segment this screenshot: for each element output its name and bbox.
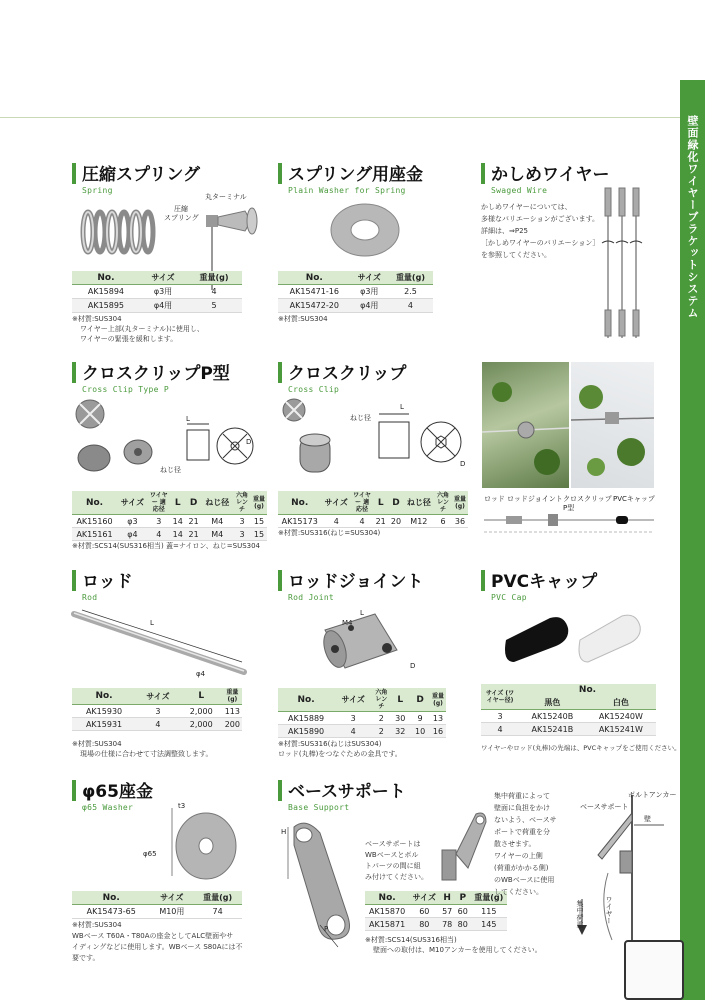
desc-line: 散させます。 [494, 840, 536, 848]
load-label: 集中荷重 [576, 900, 584, 928]
section-accent-bar [278, 570, 282, 591]
swaged-wire-image [600, 188, 645, 343]
table-cell: 3 [334, 712, 372, 725]
col-header: サイズ [409, 891, 439, 905]
note-line: ロッド(丸棒)をつなぐための金具です。 [278, 750, 402, 758]
dim-L-label: L [150, 619, 154, 627]
desc-line: してください。 [494, 888, 543, 896]
rod-notes [72, 739, 212, 759]
table-row [365, 918, 507, 931]
table-cell: AK15471-16 [278, 285, 351, 299]
table-cell: 200 [224, 719, 240, 729]
table-cell: M4 [202, 515, 233, 528]
rod-joint-notes [278, 739, 402, 759]
section-accent-bar [72, 570, 76, 591]
dim-M4-label: M4 [342, 619, 353, 627]
washer65-notes [72, 920, 242, 964]
table-cell: 21 [186, 528, 202, 541]
screw-label: ねじ径 [160, 466, 181, 474]
section-title: クロスクリップP型 [82, 364, 230, 384]
installation-photo-1 [482, 362, 569, 488]
col-header: D [410, 688, 430, 712]
cross-clip-p-image [72, 396, 172, 486]
section-title: かしめワイヤー [491, 165, 610, 185]
terminal-label: 丸ターミナル [205, 193, 247, 201]
desc-line: ないよう、ベースサ [494, 816, 557, 824]
table-cell: M12 [404, 515, 434, 528]
col-header: ねじ径 [404, 491, 434, 515]
section-title: 圧縮スプリング [82, 165, 200, 185]
note-line: ※材質:SUS304 [72, 315, 122, 323]
desc-line: 集中荷重によって [494, 792, 550, 800]
section-title: ロッドジョイント [288, 572, 424, 592]
table-cell: 6 [434, 515, 452, 528]
table-cell: 9 [410, 712, 430, 725]
col-header: 白色 [586, 696, 656, 710]
section-title: クロスクリップ [288, 364, 407, 384]
col-header: サイズ [150, 891, 193, 905]
desc-line: み付けてください。 [365, 873, 428, 881]
col-header: ワイヤー 適応径 [148, 491, 170, 515]
installation-photo-2 [571, 362, 654, 488]
base-support-image [282, 815, 362, 950]
table-cell: 3 [233, 515, 251, 528]
col-header: ワイヤー 適応径 [351, 491, 373, 515]
dim-t3-label: t3 [178, 802, 186, 810]
table-cell: 3 [136, 705, 180, 718]
col-header: D [388, 491, 403, 515]
note-line: WBベース T60A・T80Aの座金としてALC壁面やサ [72, 932, 234, 940]
table-cell: 5 [186, 299, 242, 313]
table-row [481, 723, 656, 736]
cross-clip-drawing [375, 408, 470, 473]
desc-line: ［かしめワイヤーのバリエーション］ [481, 239, 600, 247]
base-support-diagram-label: ベースサポート [580, 803, 629, 811]
section-accent-bar [278, 780, 282, 801]
col-header: サイズ [334, 688, 372, 712]
table-row [278, 299, 433, 313]
note-line: イディングなどに使用します。WBベース S80Aには不 [72, 943, 243, 951]
rod-joint-image [315, 610, 415, 675]
col-header: 重量 (g) [430, 688, 446, 712]
section-accent-bar [72, 362, 76, 383]
swaged-wire-description [481, 201, 599, 261]
spring-label-b: スプリング [164, 214, 199, 222]
table-cell: AK15161 [72, 528, 117, 541]
plain-washer-notes [278, 314, 328, 324]
section-subtitle: Plain Washer for Spring [288, 186, 406, 195]
col-header: 重量(g) [193, 891, 242, 905]
table-row [481, 710, 656, 723]
col-header: サイズ [351, 271, 388, 285]
table-cell: AK15472-20 [278, 299, 351, 313]
table-cell: φ3 [117, 515, 148, 528]
wall-label: 壁 [644, 815, 651, 823]
table-cell: AK15241B [519, 723, 586, 736]
base-support-notes [365, 935, 542, 955]
diagram-label-type-p: P型 [563, 504, 575, 512]
table-row [72, 515, 267, 528]
table-cell: 113 [224, 706, 240, 716]
section-title: PVCキャップ [491, 572, 598, 592]
table-cell: 60 [455, 905, 471, 918]
note-line: ※材質:SUS316(ねじ=SUS304) [278, 529, 381, 537]
screw-label: ねじ径 [350, 414, 371, 422]
col-header: L [373, 491, 388, 515]
note-line: 要です。 [72, 954, 100, 962]
section-accent-bar [72, 163, 76, 184]
table-cell: 16 [430, 725, 446, 738]
table-cell: AK15894 [72, 285, 140, 299]
table-cell: AK15890 [278, 725, 334, 738]
desc-line: (荷重がかかる側) [494, 864, 549, 872]
col-header: No. [72, 491, 117, 515]
col-header: 重量 (g) [251, 491, 267, 515]
col-header: No. [72, 688, 136, 705]
table-cell: 30 [390, 712, 410, 725]
table-cell: φ4用 [351, 299, 388, 313]
col-header: No. [365, 891, 409, 905]
col-header: 六角 レンチ [434, 491, 452, 515]
section-subtitle: φ65 Washer [82, 803, 134, 812]
table-cell: 13 [430, 712, 446, 725]
table-cell: AK15889 [278, 712, 334, 725]
dim-L-label: L [400, 403, 404, 411]
col-header: No. [519, 684, 656, 696]
dim-D-label: D [246, 438, 252, 446]
desc-line: 多様なバリエーションがございます。 [481, 215, 600, 223]
table-cell: 4 [334, 725, 372, 738]
section-subtitle: Cross Clip Type P [82, 385, 169, 394]
table-cell: AK15173 [278, 515, 321, 528]
note-line: ※材質:SUS304 [72, 921, 122, 929]
table-cell: 3 [148, 515, 170, 528]
table-cell: 4 [186, 285, 242, 299]
cross-clip-p-notes [72, 541, 260, 551]
col-header: サイズ [321, 491, 351, 515]
category-side-tab [680, 80, 705, 1000]
side-tab-label: 壁面緑化ワイヤーブラケットシステム [686, 115, 699, 319]
table-row [72, 705, 242, 718]
table-cell: 80 [455, 918, 471, 931]
table-cell: AK15931 [72, 718, 136, 731]
spring-spec-table [72, 271, 242, 313]
section-accent-bar [72, 780, 76, 801]
col-header: L [170, 491, 186, 515]
table-cell: 4 [481, 723, 519, 736]
cross-clip-image [280, 396, 350, 481]
table-cell: 4 [388, 299, 433, 313]
table-cell: φ4用 [140, 299, 186, 313]
rod-image [72, 610, 252, 680]
table-cell: 20 [388, 515, 403, 528]
table-cell: AK15930 [72, 705, 136, 718]
col-header: H [439, 891, 455, 905]
table-cell: 115 [471, 905, 507, 918]
col-header: サイズ [140, 271, 186, 285]
col-header: No. [278, 688, 334, 712]
table-cell: 3 [233, 528, 251, 541]
section-title: スプリング用座金 [288, 165, 423, 185]
table-cell: AK15871 [365, 918, 409, 931]
table-cell: 4 [351, 515, 373, 528]
page-thumbnail-corner [624, 940, 684, 1000]
note-line: ワイヤー上部(丸ターミナル)に使用し、 [80, 325, 204, 333]
table-cell: AK15870 [365, 905, 409, 918]
pvc-cap-notes [481, 743, 681, 753]
table-cell: φ4 [117, 528, 148, 541]
dim-L-label: L [360, 609, 364, 617]
table-cell: 4 [148, 528, 170, 541]
section-accent-bar [278, 362, 282, 383]
col-header: サイズ (ワイヤー径) [481, 684, 519, 710]
dim-dia-label: φ65 [143, 850, 157, 858]
note-line: ワイヤーやロッド(丸棒)の先端は、PVCキャップをご使用ください。 [481, 744, 681, 752]
section-subtitle: Cross Clip [288, 385, 340, 394]
washer65-image [158, 806, 243, 886]
installation-diagram [484, 510, 654, 536]
diagram-label-rod: ロッド [484, 495, 505, 503]
note-line: 現場の仕様に合わせて寸法調整致します。 [80, 750, 213, 758]
section-accent-bar [278, 163, 282, 184]
table-cell: 10 [410, 725, 430, 738]
table-cell: AK15241W [586, 723, 656, 736]
note-line: ※材質:SUS316(ねじはSUS304) [278, 740, 382, 748]
table-row [72, 299, 242, 313]
table-row [72, 285, 242, 299]
desc-line: ベースサポートは [365, 840, 421, 848]
section-subtitle: Base Support [288, 803, 350, 812]
table-cell: 60 [409, 905, 439, 918]
note-line: ワイヤーの緊張を緩和します。 [80, 335, 178, 343]
desc-line: 壁面に負担をかけ [494, 804, 550, 812]
base-support-assembly-image [440, 808, 490, 886]
table-row [365, 905, 507, 918]
desc-line: ワイヤーの上側 [494, 852, 543, 860]
note-line: ※材質:SCS14(SUS316相当) [365, 936, 457, 944]
spring-image [78, 205, 163, 260]
section-subtitle: Rod [82, 593, 98, 602]
table-cell: 15 [251, 528, 267, 541]
table-cell: 4 [136, 718, 180, 731]
base-support-side-text [494, 790, 557, 898]
cross-clip-p-spec-table [72, 491, 267, 541]
note-line: ※材質:SUS304 [72, 740, 122, 748]
base-support-description [365, 839, 428, 883]
note-line: 壁面への取付は、M10アンカーを使用してください。 [373, 946, 542, 954]
col-header: 重量 (g) [452, 491, 468, 515]
cross-clip-notes [278, 528, 380, 538]
table-row [72, 718, 242, 731]
table-cell: 15 [251, 515, 267, 528]
diagram-label-cross-clip: クロスクリップ [563, 495, 612, 503]
col-header: No. [72, 271, 140, 285]
table-cell: 21 [373, 515, 388, 528]
dim-D-label: D [410, 662, 416, 670]
desc-line: ポートで荷重を分 [494, 828, 550, 836]
dim-dia-label: φ4 [196, 670, 206, 678]
col-header: P [455, 891, 471, 905]
section-subtitle: Spring [82, 186, 113, 195]
table-cell: AK15473-65 [72, 905, 150, 919]
note-line: ※材質:SUS304 [278, 315, 328, 323]
table-cell: 14 [170, 515, 186, 528]
table-row [72, 528, 267, 541]
col-header: 重量 (g) [223, 688, 242, 705]
cross-clip-spec-table [278, 491, 468, 528]
col-header: L [390, 688, 410, 712]
spring-notes [72, 314, 204, 344]
plain-washer-image [328, 200, 403, 260]
table-cell: 78 [439, 918, 455, 931]
table-cell: 2.5 [388, 285, 433, 299]
top-rule [0, 117, 680, 118]
desc-line: WBベースとボル [365, 851, 419, 859]
plain-washer-spec-table [278, 271, 433, 313]
table-cell: 14 [170, 528, 186, 541]
table-cell: AK15240W [586, 710, 656, 723]
bolt-anchor-label: ボルトアンカー [628, 791, 677, 799]
col-header: 重量(g) [471, 891, 507, 905]
section-subtitle: Swaged Wire [491, 186, 548, 195]
section-subtitle: PVC Cap [491, 593, 527, 602]
col-header: No. [278, 491, 321, 515]
diagram-label-rod-joint: ロッドジョイント [507, 495, 563, 503]
diagram-label-pvc-cap: PVCキャップ [613, 495, 655, 503]
section-title: ロッド [82, 572, 133, 592]
table-cell: 32 [390, 725, 410, 738]
section-title: ベースサポート [288, 782, 406, 802]
section-title: φ65座金 [82, 782, 153, 802]
table-cell: M4 [202, 528, 233, 541]
table-row [278, 285, 433, 299]
dim-P-label: P [324, 925, 329, 933]
desc-line: トパーツの間に組 [365, 862, 421, 870]
table-row [72, 905, 242, 919]
col-header: 重量(g) [388, 271, 433, 285]
dim-D-label: D [460, 460, 466, 468]
base-support-spec-table [365, 891, 507, 931]
table-cell: 4 [321, 515, 351, 528]
table-cell: AK15240B [519, 710, 586, 723]
table-cell: 2 [372, 725, 390, 738]
table-cell: 80 [409, 918, 439, 931]
table-cell: 2,000 [180, 718, 223, 731]
table-cell: 21 [186, 515, 202, 528]
pvc-cap-image [500, 610, 650, 665]
dim-L-label: L [186, 415, 190, 423]
table-cell: M10用 [150, 905, 193, 919]
note-line: ※材質:SCS14(SUS316相当) 蓋=ナイロン、ねじ=SUS304 [72, 542, 261, 550]
col-header: サイズ [136, 688, 180, 705]
col-header: サイズ [117, 491, 148, 515]
table-cell: φ3用 [140, 285, 186, 299]
table-row [278, 725, 446, 738]
wire-label: ワイヤー [605, 896, 613, 924]
table-cell: 36 [452, 515, 468, 528]
table-cell: 145 [471, 918, 507, 931]
table-cell: 57 [439, 905, 455, 918]
section-subtitle: Rod Joint [288, 593, 335, 602]
col-header: No. [72, 891, 150, 905]
table-cell: 2,000 [180, 705, 223, 718]
desc-line: かしめワイヤーについては、 [481, 203, 572, 211]
spring-label-a: 圧縮 [174, 205, 188, 213]
desc-line[interactable]: 詳細は、⇒P25 [481, 227, 528, 235]
rod-joint-spec-table [278, 688, 446, 738]
table-cell: AK15160 [72, 515, 117, 528]
table-cell: φ3用 [351, 285, 388, 299]
pvc-cap-spec-table [481, 684, 656, 736]
section-accent-bar [481, 163, 485, 184]
desc-line: を参照してください。 [481, 251, 551, 259]
dim-H-label: H [281, 828, 287, 836]
col-header: No. [278, 271, 351, 285]
washer65-spec-table [72, 891, 242, 919]
col-header: L [180, 688, 223, 705]
col-header: ねじ径 [202, 491, 233, 515]
desc-line: のWBベースに使用 [494, 876, 555, 884]
table-cell: 3 [481, 710, 519, 723]
table-row [278, 712, 446, 725]
col-header: 六角 レンチ [372, 688, 390, 712]
rod-spec-table [72, 688, 242, 731]
table-cell: AK15895 [72, 299, 140, 313]
table-row [278, 515, 468, 528]
table-cell: 74 [193, 905, 242, 919]
col-header: 六角 レンチ [233, 491, 251, 515]
table-cell: 2 [372, 712, 390, 725]
col-header: D [186, 491, 202, 515]
col-header: 重量(g) [186, 271, 242, 285]
col-header: 黒色 [519, 696, 586, 710]
section-accent-bar [481, 570, 485, 591]
